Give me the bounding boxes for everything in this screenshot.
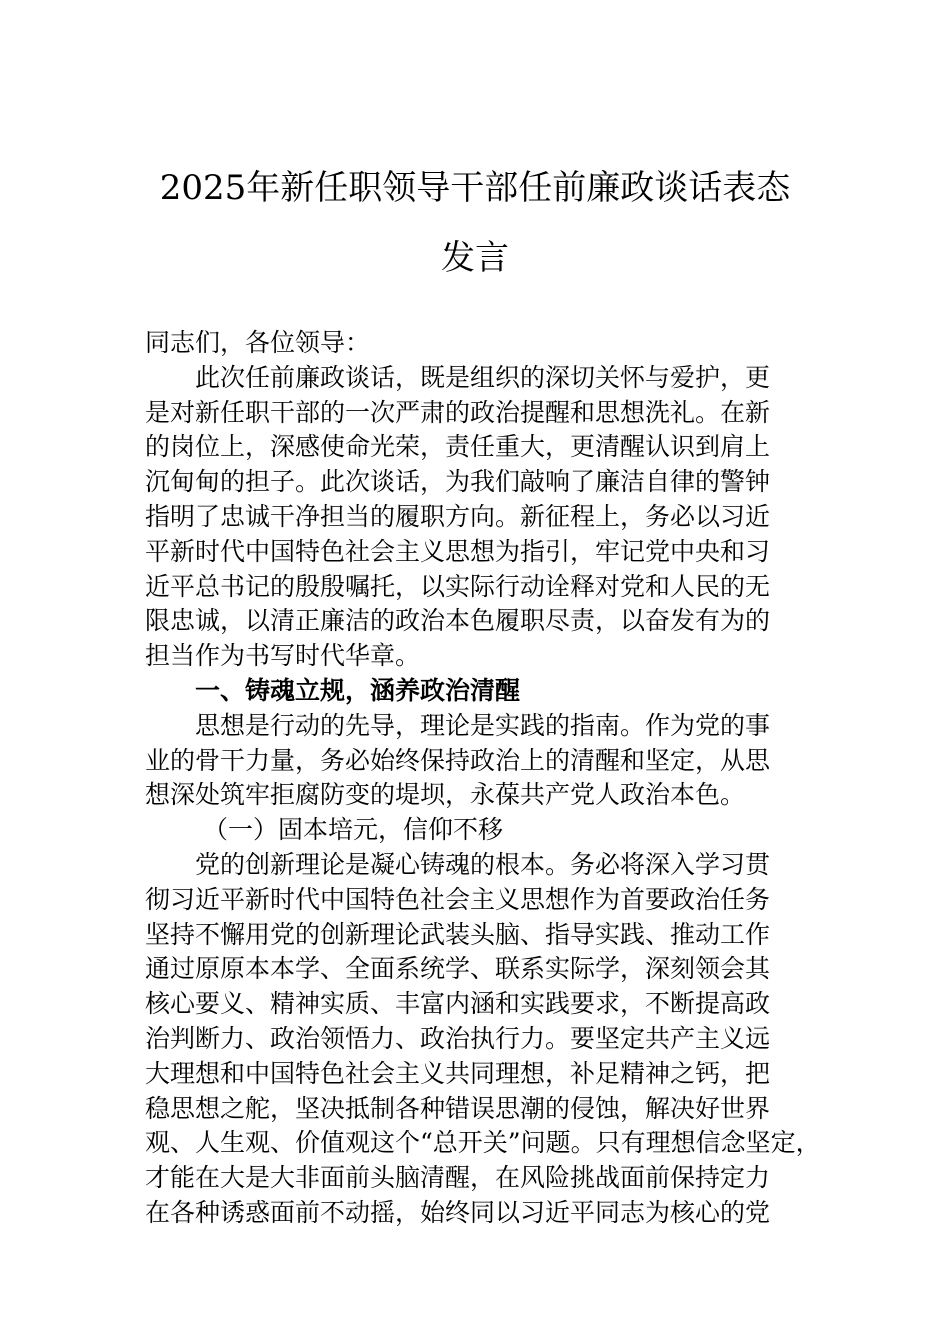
paragraph-line: 此次任前廉政谈话，既是组织的深切关怀与爱护，更 bbox=[195, 362, 771, 392]
subsection-heading: （一）固本培元，信仰不移 bbox=[203, 815, 504, 845]
document-title-line-2: 发言 bbox=[441, 238, 509, 278]
paragraph-line: 治判断力、政治领悟力、政治执行力。要坚定共产主义远 bbox=[145, 1023, 771, 1053]
paragraph-line: 沉甸甸的担子。此次谈话，为我们敲响了廉洁自律的警钟 bbox=[145, 467, 771, 497]
paragraph-line: 业的骨干力量，务必始终保持政治上的清醒和坚定，从思 bbox=[145, 745, 771, 775]
paragraph-line: 平新时代中国特色社会主义思想为指引，牢记党中央和习 bbox=[145, 536, 771, 566]
paragraph-line: 通过原原本本学、全面系统学、联系实际学，深刻领会其 bbox=[145, 954, 771, 984]
paragraph-line: 想深处筑牢拒腐防变的堤坝，永葆共产党人政治本色。 bbox=[145, 780, 746, 810]
paragraph-line: 限忠诚，以清正廉洁的政治本色履职尽责，以奋发有为的 bbox=[145, 606, 771, 636]
paragraph-line: 稳思想之舵，坚决抵制各种错误思潮的侵蚀，解决好世界 bbox=[145, 1093, 771, 1123]
paragraph-line: 担当作为书写时代华章。 bbox=[145, 641, 421, 671]
paragraph-line: 是对新任职干部的一次严肃的政治提醒和思想洗礼。在新 bbox=[145, 397, 771, 427]
paragraph-line: 党的创新理论是凝心铸魂的根本。务必将深入学习贯 bbox=[195, 849, 771, 879]
paragraph-line: 观、人生观、价值观这个“总开关”问题。只有理想信念坚定， bbox=[145, 1128, 821, 1158]
paragraph-line: 坚持不懈用党的创新理论武装头脑、指导实践、推动工作 bbox=[145, 919, 771, 949]
paragraph-line: 的岗位上，深感使命光荣，责任重大，更清醒认识到肩上 bbox=[145, 432, 771, 462]
document-title-line-1: 2025年新任职领导干部任前廉政谈话表态 bbox=[159, 168, 791, 208]
paragraph-line: 大理想和中国特色社会主义共同理想，补足精神之钙，把 bbox=[145, 1058, 771, 1088]
paragraph-line: 彻习近平新时代中国特色社会主义思想作为首要政治任务 bbox=[145, 884, 771, 914]
paragraph-line: 思想是行动的先导，理论是实践的指南。作为党的事 bbox=[195, 710, 771, 740]
paragraph-line: 核心要义、精神实质、丰富内涵和实践要求，不断提高政 bbox=[145, 989, 771, 1019]
paragraph-line: 才能在大是大非面前头脑清醒，在风险挑战面前保持定力 bbox=[145, 1163, 771, 1193]
document-body bbox=[145, 326, 845, 1231]
salutation: 同志们，各位领导： bbox=[145, 328, 371, 357]
paragraph-line: 近平总书记的殷殷嘱托，以实际行动诠释对党和人民的无 bbox=[145, 571, 771, 601]
section-heading: 一、铸魂立规，涵养政治清醒 bbox=[195, 675, 521, 705]
paragraph-line: 在各种诱惑面前不动摇，始终同以习近平同志为核心的党 bbox=[145, 1197, 771, 1227]
paragraph-line: 指明了忠诚干净担当的履职方向。新征程上，务必以习近 bbox=[145, 501, 771, 531]
